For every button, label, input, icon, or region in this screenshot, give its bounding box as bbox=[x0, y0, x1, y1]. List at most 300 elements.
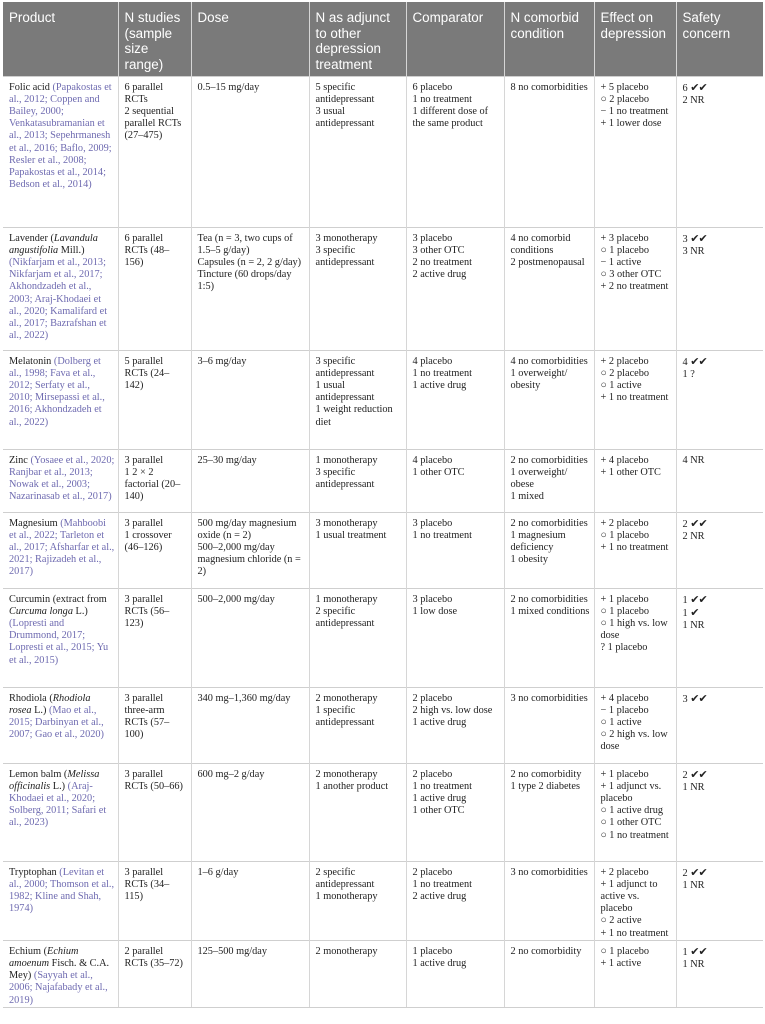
cell-studies bbox=[118, 512, 191, 588]
cell-product bbox=[3, 763, 118, 861]
effect-line: + 1 adjunct to active vs. placebo bbox=[600, 878, 658, 915]
comorbid-line: 2 no comorbidities bbox=[510, 454, 588, 466]
cell-product bbox=[3, 227, 118, 350]
safety-count: 3 bbox=[682, 245, 688, 257]
safety-count: 2 bbox=[682, 769, 688, 781]
effect-line: + 2 placebo bbox=[600, 517, 649, 529]
safety-entry bbox=[683, 946, 761, 959]
safety-mark: ? bbox=[690, 368, 695, 380]
header-effect: Effect on depression bbox=[594, 2, 676, 76]
adjunct-line: 3 specific antidepressant bbox=[315, 466, 375, 490]
cell-comorbid bbox=[504, 940, 594, 1007]
cell-comparator bbox=[406, 763, 504, 861]
product-name-text: Echium amoenum bbox=[9, 945, 79, 969]
effect-line: + 1 adjunct vs. placebo bbox=[600, 780, 662, 804]
header-comparator: Comparator bbox=[406, 2, 504, 76]
comparator-line: 2 active drug bbox=[412, 890, 467, 902]
comorbid-line: 1 mixed conditions bbox=[510, 605, 590, 617]
cell-studies bbox=[118, 449, 191, 512]
safety-mark: NR bbox=[690, 879, 705, 891]
cell-safety bbox=[676, 512, 763, 588]
safety-entry bbox=[683, 693, 761, 706]
comorbid-line: 2 no comorbidity bbox=[510, 945, 582, 957]
adjunct-line: 1 weight reduction diet bbox=[315, 404, 393, 428]
safety-mark: NR bbox=[690, 619, 705, 631]
effect-line: + 2 placebo bbox=[600, 866, 649, 878]
effect-line: ○ 3 other OTC bbox=[600, 269, 662, 281]
product-name-text: L.) bbox=[72, 605, 88, 617]
header-adjunct: N as adjunct to other depression treatment bbox=[309, 2, 406, 76]
cell-studies bbox=[118, 861, 191, 940]
cell-comorbid bbox=[504, 512, 594, 588]
safety-count: 4 bbox=[682, 356, 688, 368]
safety-entry bbox=[683, 233, 761, 246]
table-row bbox=[3, 449, 763, 512]
cell-safety bbox=[676, 350, 763, 449]
effect-line: ? 1 placebo bbox=[600, 642, 648, 654]
cell-dose bbox=[191, 861, 309, 940]
safety-count: 1 bbox=[682, 958, 688, 970]
safety-entry bbox=[683, 620, 761, 632]
cell-safety bbox=[676, 861, 763, 940]
cell-safety bbox=[676, 76, 763, 227]
safety-count: 6 bbox=[682, 82, 688, 94]
effect-line: + 4 placebo bbox=[600, 692, 649, 704]
comorbid-line: 4 no comorbid conditions bbox=[510, 232, 571, 256]
safety-entry bbox=[683, 607, 761, 620]
cell-comorbid bbox=[504, 763, 594, 861]
cell-safety bbox=[676, 449, 763, 512]
comorbid-line: 3 no comorbidities bbox=[510, 866, 588, 878]
comparator-line: 2 placebo bbox=[412, 866, 453, 878]
cell-studies bbox=[118, 227, 191, 350]
cell-adjunct bbox=[309, 227, 406, 350]
header-comorbid: N comorbid condition bbox=[504, 2, 594, 76]
effect-line: + 2 placebo bbox=[600, 355, 649, 367]
safety-entry bbox=[683, 82, 761, 95]
effect-line: + 1 active bbox=[600, 957, 642, 969]
citation-text: (Sayyah et al., 2006; Najafabady et al., 2019) bbox=[9, 970, 108, 1006]
safety-entry bbox=[683, 95, 761, 107]
citation-text: (Yosaee et al., 2020; Ranjbar et al., 2013; Nowak et al., 2003; Nazarinasab et al., 2017) bbox=[9, 454, 115, 503]
table-row bbox=[3, 588, 763, 687]
table-row bbox=[3, 76, 763, 227]
cell-comparator bbox=[406, 227, 504, 350]
header-dose: Dose bbox=[191, 2, 309, 76]
cell-effect bbox=[594, 861, 676, 940]
cell-comparator bbox=[406, 940, 504, 1007]
effect-line: ○ 2 placebo bbox=[600, 367, 650, 379]
check-icon: ✔✔ bbox=[690, 80, 707, 94]
cell-studies bbox=[118, 588, 191, 687]
cell-product bbox=[3, 449, 118, 512]
safety-entry bbox=[683, 356, 761, 369]
cell-effect bbox=[594, 687, 676, 763]
comparator-line: 2 placebo bbox=[412, 768, 453, 780]
cell-adjunct bbox=[309, 350, 406, 449]
table-row bbox=[3, 687, 763, 763]
studies-line: 6 parallel RCTs bbox=[124, 81, 164, 105]
comparator-line: 3 other OTC bbox=[412, 244, 465, 256]
comparator-line: 1 other OTC bbox=[412, 466, 465, 478]
comparator-line: 1 active drug bbox=[412, 716, 467, 728]
cell-safety bbox=[676, 227, 763, 350]
comparator-line: 1 active drug bbox=[412, 957, 467, 969]
table-row bbox=[3, 512, 763, 588]
product-name-text: Zinc bbox=[9, 454, 31, 466]
cell-product bbox=[3, 512, 118, 588]
cell-adjunct bbox=[309, 76, 406, 227]
adjunct-line: 1 another product bbox=[315, 780, 389, 792]
effect-line: + 3 placebo bbox=[600, 232, 649, 244]
cell-comparator bbox=[406, 861, 504, 940]
cell-effect bbox=[594, 588, 676, 687]
comorbid-line: 2 postmenopausal bbox=[510, 256, 585, 268]
adjunct-line: 1 monotherapy bbox=[315, 890, 378, 902]
comparator-line: 1 placebo bbox=[412, 945, 453, 957]
safety-entry bbox=[683, 867, 761, 880]
citation-text: (Mao et al., 2015; Darbinyan et al., 2007; Gao et al., 2020) bbox=[9, 704, 104, 741]
cell-effect bbox=[594, 76, 676, 227]
effect-line: ○ 1 placebo bbox=[600, 605, 650, 617]
check-icon: ✔✔ bbox=[690, 354, 707, 368]
cell-comorbid bbox=[504, 588, 594, 687]
cell-dose bbox=[191, 763, 309, 861]
effect-line: ○ 1 placebo bbox=[600, 529, 650, 541]
cell-safety bbox=[676, 588, 763, 687]
check-icon: ✔✔ bbox=[690, 767, 707, 781]
cell-effect bbox=[594, 763, 676, 861]
studies-line: 3 parallel RCTs (34–115) bbox=[124, 866, 170, 902]
effect-line: + 1 no treatment bbox=[600, 392, 669, 404]
cell-product bbox=[3, 940, 118, 1007]
dose-line: 25–30 mg/day bbox=[197, 454, 257, 466]
adjunct-line: 2 specific antidepressant bbox=[315, 605, 375, 629]
table-row bbox=[3, 227, 763, 350]
check-icon: ✔✔ bbox=[690, 516, 707, 530]
comparator-line: 1 no treatment bbox=[412, 367, 472, 379]
adjunct-line: 1 usual antidepressant bbox=[315, 379, 375, 404]
citation-text: (Dolberg et al., 1998; Fava et al., 2012; Serfaty et al., 2010; Mirsepassi et al., 2016; Akhondzadeh et al., 2022) bbox=[9, 355, 105, 428]
comorbid-line: 1 obesity bbox=[510, 554, 548, 566]
effect-line: ○ 1 placebo bbox=[600, 244, 650, 256]
comorbid-line: 1 overweight/ obese bbox=[510, 466, 568, 490]
effect-line: − 1 active bbox=[600, 256, 642, 268]
dose-line: 340 mg–1,360 mg/day bbox=[197, 692, 291, 704]
comorbid-line: 8 no comorbidities bbox=[510, 81, 588, 93]
cell-effect bbox=[594, 512, 676, 588]
table-body bbox=[3, 76, 763, 1007]
cell-adjunct bbox=[309, 588, 406, 687]
comorbid-line: 1 overweight/ obesity bbox=[510, 367, 568, 391]
adjunct-line: 3 monotherapy bbox=[315, 517, 378, 529]
adjunct-line: 1 usual treatment bbox=[315, 529, 387, 541]
effect-line: ○ 1 high vs. low dose bbox=[600, 617, 668, 642]
cell-comorbid bbox=[504, 687, 594, 763]
studies-line: 5 parallel RCTs (24–142) bbox=[124, 355, 170, 391]
effect-line: ○ 1 no treatment bbox=[600, 829, 669, 841]
product-name-text: Lavender ( bbox=[9, 232, 54, 244]
citation-text: (Mahboobi et al., 2022; Tarleton et al., 2017; Afsharfar et al., 2021; Rajizadeh et al., 2017) bbox=[9, 517, 115, 578]
comorbid-line: 1 type 2 diabetes bbox=[510, 780, 580, 792]
cell-studies bbox=[118, 763, 191, 861]
cell-comorbid bbox=[504, 350, 594, 449]
product-name-text: Fisch. & C.A. Mey) bbox=[9, 957, 110, 982]
cell-product bbox=[3, 76, 118, 227]
cell-safety bbox=[676, 687, 763, 763]
evidence-table bbox=[3, 2, 763, 1008]
comparator-line: 4 placebo bbox=[412, 454, 453, 466]
comparator-line: 1 no treatment bbox=[412, 529, 472, 541]
adjunct-line: 3 usual antidepressant bbox=[315, 105, 375, 130]
cell-adjunct bbox=[309, 687, 406, 763]
studies-line: 2 sequential parallel RCTs (27–475) bbox=[124, 105, 182, 142]
studies-line: 3 parallel three-arm RCTs (57–100) bbox=[124, 692, 170, 741]
effect-line: + 1 no treatment bbox=[600, 927, 669, 939]
dose-line: Tincture (60 drops/day 1:5) bbox=[197, 269, 292, 293]
product-name-text: Magnesium bbox=[9, 517, 61, 529]
comorbid-line: 3 no comorbidities bbox=[510, 692, 588, 704]
cell-dose bbox=[191, 350, 309, 449]
safety-mark: NR bbox=[690, 958, 705, 970]
safety-entry bbox=[683, 782, 761, 794]
dose-line: 1–6 g/day bbox=[197, 866, 239, 878]
studies-line: 1 crossover (46–126) bbox=[124, 529, 172, 553]
adjunct-line: 3 specific antidepressant bbox=[315, 355, 375, 379]
product-name-text: Tryptophan bbox=[9, 866, 60, 878]
table-row bbox=[3, 861, 763, 940]
cell-comorbid bbox=[504, 227, 594, 350]
adjunct-line: 1 specific antidepressant bbox=[315, 704, 375, 728]
dose-line: 500–2,000 mg/day bbox=[197, 593, 275, 605]
cell-comparator bbox=[406, 687, 504, 763]
effect-line: ○ 2 high vs. low dose bbox=[600, 729, 668, 753]
cell-safety bbox=[676, 940, 763, 1007]
check-icon: ✔✔ bbox=[690, 231, 707, 245]
comparator-line: 3 placebo bbox=[412, 232, 453, 244]
header-safety: Safety concern bbox=[676, 2, 763, 76]
comparator-line: 2 high vs. low dose bbox=[412, 704, 493, 716]
cell-effect bbox=[594, 449, 676, 512]
safety-entry bbox=[683, 880, 761, 892]
dose-line: Tea (n = 3, two cups of 1.5–5 g/day) bbox=[197, 232, 293, 256]
cell-adjunct bbox=[309, 940, 406, 1007]
table-row bbox=[3, 763, 763, 861]
safety-entry bbox=[683, 959, 761, 971]
adjunct-line: 1 monotherapy bbox=[315, 593, 378, 605]
cell-comparator bbox=[406, 76, 504, 227]
safety-entry bbox=[683, 518, 761, 531]
cell-dose bbox=[191, 512, 309, 588]
cell-dose bbox=[191, 940, 309, 1007]
safety-count: 3 bbox=[682, 233, 688, 245]
dose-line: 3–6 mg/day bbox=[197, 355, 247, 367]
cell-studies bbox=[118, 76, 191, 227]
safety-entry bbox=[683, 531, 761, 543]
product-name-text: Folic acid bbox=[9, 81, 53, 93]
check-icon: ✔✔ bbox=[690, 865, 707, 879]
safety-entry bbox=[683, 369, 761, 381]
cell-dose bbox=[191, 588, 309, 687]
safety-entry bbox=[683, 246, 761, 258]
studies-line: 2 parallel RCTs (35–72) bbox=[124, 945, 183, 969]
comparator-line: 2 placebo bbox=[412, 692, 453, 704]
safety-mark: NR bbox=[690, 781, 705, 793]
cell-effect bbox=[594, 350, 676, 449]
comparator-line: 6 placebo bbox=[412, 81, 453, 93]
effect-line: ○ 1 active bbox=[600, 379, 642, 391]
cell-comparator bbox=[406, 449, 504, 512]
table-row bbox=[3, 940, 763, 1007]
product-name-text: L.) bbox=[31, 704, 49, 716]
check-icon: ✔ bbox=[690, 605, 699, 619]
cell-studies bbox=[118, 350, 191, 449]
cell-adjunct bbox=[309, 449, 406, 512]
comparator-line: 1 no treatment bbox=[412, 878, 472, 890]
citation-text: (Lopresti and Drummond, 2017; Lopresti et al., 2015; Yu et al., 2015) bbox=[9, 617, 109, 666]
product-name-text: Lemon balm ( bbox=[9, 768, 68, 780]
comparator-line: 3 placebo bbox=[412, 593, 453, 605]
comparator-line: 1 active drug bbox=[412, 792, 467, 804]
cell-dose bbox=[191, 76, 309, 227]
cell-product bbox=[3, 861, 118, 940]
effect-line: + 2 no treatment bbox=[600, 281, 669, 293]
product-name-text: Rhodiola ( bbox=[9, 692, 53, 704]
comparator-line: 2 no treatment bbox=[412, 256, 472, 268]
comparator-line: 4 placebo bbox=[412, 355, 453, 367]
cell-product bbox=[3, 350, 118, 449]
comparator-line: 1 different dose of the same product bbox=[412, 105, 489, 130]
effect-line: + 1 lower dose bbox=[600, 118, 662, 130]
dose-line: 0.5–15 mg/day bbox=[197, 81, 260, 93]
cell-studies bbox=[118, 687, 191, 763]
header-product: Product bbox=[3, 2, 118, 76]
effect-line: ○ 2 active bbox=[600, 915, 642, 927]
comorbid-line: 2 no comorbidities bbox=[510, 593, 588, 605]
adjunct-line: 5 specific antidepressant bbox=[315, 81, 375, 105]
check-icon: ✔✔ bbox=[690, 691, 707, 705]
comparator-line: 2 active drug bbox=[412, 269, 467, 281]
safety-count: 3 bbox=[682, 693, 688, 705]
dose-line: 500–2,000 mg/day magnesium chloride (n = 2) bbox=[197, 541, 301, 578]
product-name-text: L.) bbox=[50, 780, 68, 792]
cell-dose bbox=[191, 227, 309, 350]
comorbid-line: 2 no comorbidities bbox=[510, 517, 588, 529]
citation-text: (Papakostas et al., 2012; Coppen and Bailey, 2000; Venkatasubramanian et al., 2013; Sepehrmanesh et al., 2016; Baflo, 2009; Resler et al., 2008; Papakostas et al., 2014; Bedson et al., 2014) bbox=[9, 81, 112, 191]
cell-adjunct bbox=[309, 512, 406, 588]
comorbid-line: 1 mixed bbox=[510, 491, 544, 503]
cell-effect bbox=[594, 940, 676, 1007]
dose-line: 500 mg/day magnesium oxide (n = 2) bbox=[197, 517, 297, 541]
dose-line: Capsules (n = 2, 2 g/day) bbox=[197, 256, 302, 268]
cell-product bbox=[3, 588, 118, 687]
cell-dose bbox=[191, 449, 309, 512]
effect-line: ○ 1 placebo bbox=[600, 945, 650, 957]
check-icon: ✔✔ bbox=[690, 592, 707, 606]
adjunct-line: 2 monotherapy bbox=[315, 768, 378, 780]
header-row bbox=[3, 2, 763, 76]
comparator-line: 1 low dose bbox=[412, 605, 458, 617]
safety-count: 1 bbox=[682, 607, 688, 619]
studies-line: 6 parallel RCTs (48–156) bbox=[124, 232, 170, 268]
comparator-line: 1 active drug bbox=[412, 379, 467, 391]
effect-line: ○ 2 placebo bbox=[600, 93, 650, 105]
safety-count: 1 bbox=[682, 781, 688, 793]
citation-text: (Levitan et al., 2000; Thomson et al., 1982; Kline and Shah, 1974) bbox=[9, 866, 115, 915]
effect-line: + 5 placebo bbox=[600, 81, 649, 93]
safety-mark: NR bbox=[690, 454, 705, 466]
cell-comorbid bbox=[504, 861, 594, 940]
comparator-line: 1 no treatment bbox=[412, 780, 472, 792]
adjunct-line: 3 specific antidepressant bbox=[315, 244, 375, 268]
comparator-line: 1 other OTC bbox=[412, 805, 465, 817]
cell-adjunct bbox=[309, 861, 406, 940]
comparator-line: 3 placebo bbox=[412, 517, 453, 529]
safety-mark: NR bbox=[690, 94, 705, 106]
product-name-text: Mill.) bbox=[58, 244, 85, 256]
effect-line: + 4 placebo bbox=[600, 454, 649, 466]
header-n-studies: N studies (sample size range) bbox=[118, 2, 191, 76]
product-name-text: Melissa officinalis bbox=[9, 768, 100, 792]
safety-count: 2 bbox=[682, 867, 688, 879]
effect-line: ○ 1 active bbox=[600, 716, 642, 728]
safety-count: 2 bbox=[682, 530, 688, 542]
adjunct-line: 1 monotherapy bbox=[315, 454, 378, 466]
product-name-text: Curcuma longa bbox=[9, 605, 73, 617]
comorbid-line: 4 no comorbidities bbox=[510, 355, 588, 367]
safety-count: 1 bbox=[682, 368, 688, 380]
comparator-line: 1 no treatment bbox=[412, 93, 472, 105]
adjunct-line: 2 monotherapy bbox=[315, 692, 378, 704]
cell-comorbid bbox=[504, 76, 594, 227]
safety-count: 1 bbox=[682, 946, 688, 958]
effect-line: + 1 no treatment bbox=[600, 541, 669, 553]
comorbid-line: 2 no comorbidity bbox=[510, 768, 582, 780]
product-name-text: Curcumin (extract from bbox=[9, 593, 107, 605]
studies-line: 3 parallel bbox=[124, 517, 164, 529]
check-icon: ✔✔ bbox=[690, 944, 707, 958]
product-name-text: Rhodiola rosea bbox=[9, 692, 91, 716]
adjunct-line: 2 specific antidepressant bbox=[315, 866, 375, 890]
safety-entry bbox=[683, 769, 761, 782]
studies-line: 1 2 × 2 factorial (20–140) bbox=[124, 466, 181, 503]
comorbid-line: 1 magnesium deficiency bbox=[510, 529, 566, 553]
studies-line: 3 parallel RCTs (50–66) bbox=[124, 768, 183, 792]
cell-studies bbox=[118, 940, 191, 1007]
effect-line: ○ 1 active drug bbox=[600, 805, 664, 817]
cell-comorbid bbox=[504, 449, 594, 512]
citation-text: (Araj-Khodaei et al., 2020; Solberg, 2011; Safari et al., 2023) bbox=[9, 780, 107, 829]
adjunct-line: 3 monotherapy bbox=[315, 232, 378, 244]
cell-safety bbox=[676, 763, 763, 861]
effect-line: − 1 placebo bbox=[600, 704, 649, 716]
safety-count: 2 bbox=[682, 518, 688, 530]
effect-line: − 1 no treatment bbox=[600, 105, 669, 117]
product-name-text: Melatonin bbox=[9, 355, 54, 367]
citation-text: (Nikfarjam et al., 2013; Nikfarjam et al., 2017; Akhondzadeh et al., 2003; Araj-Khodaei et al., 2020; Kamalifard et al., 2017; Bazrafshan et al., 2022) bbox=[9, 256, 108, 342]
effect-line: + 1 placebo bbox=[600, 593, 649, 605]
cell-comparator bbox=[406, 350, 504, 449]
studies-line: 3 parallel RCTs (56–123) bbox=[124, 593, 170, 629]
adjunct-line: 2 monotherapy bbox=[315, 945, 378, 957]
cell-adjunct bbox=[309, 763, 406, 861]
safety-mark: NR bbox=[690, 245, 705, 257]
effect-line: + 1 other OTC bbox=[600, 466, 661, 478]
cell-dose bbox=[191, 687, 309, 763]
dose-line: 125–500 mg/day bbox=[197, 945, 267, 957]
cell-effect bbox=[594, 227, 676, 350]
cell-comparator bbox=[406, 512, 504, 588]
